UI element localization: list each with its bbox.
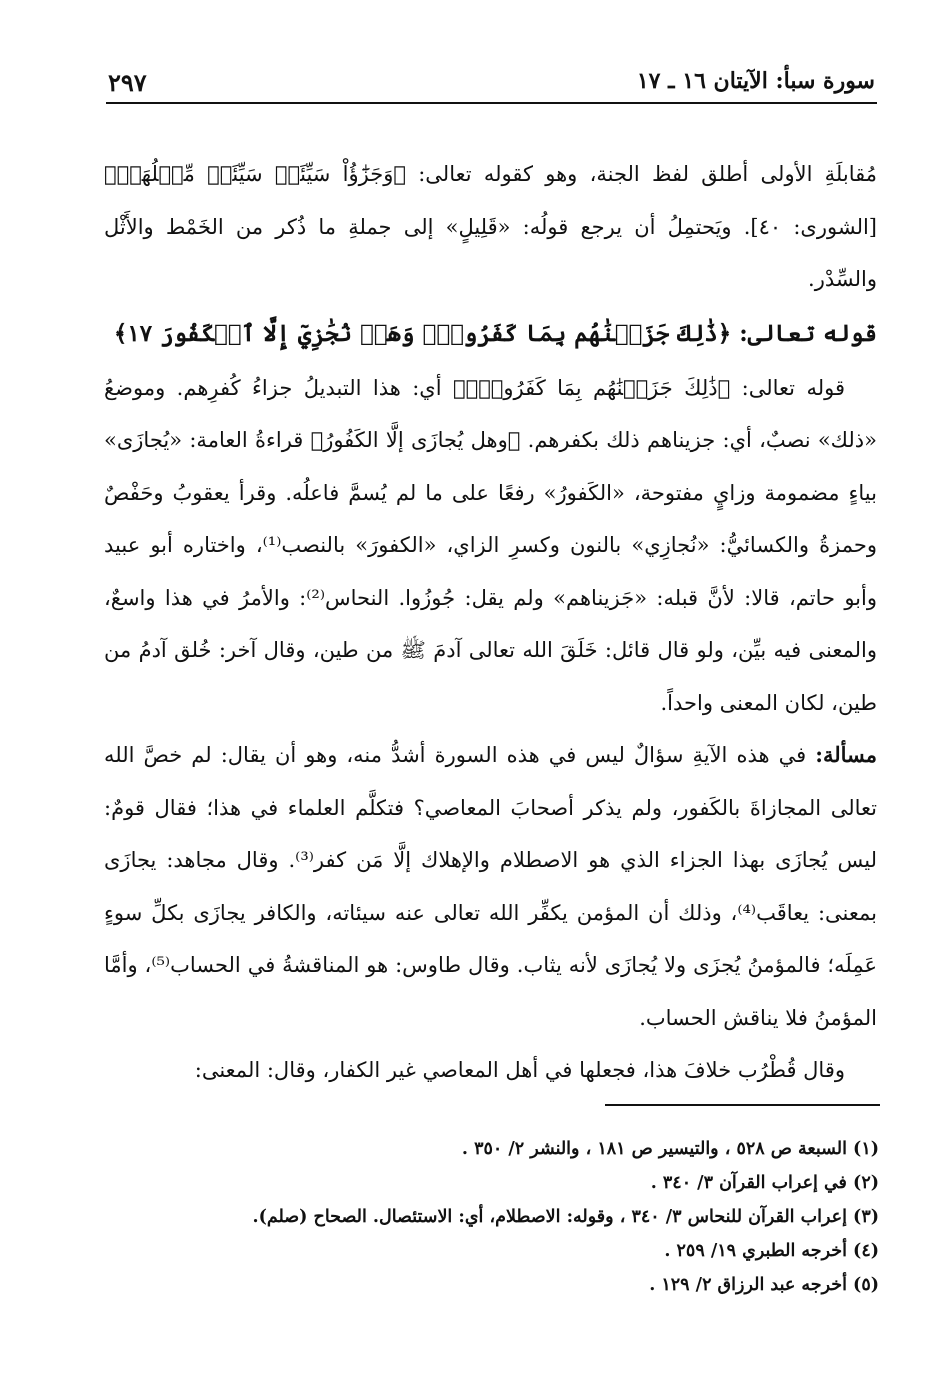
issue-label: مسألة: <box>815 742 878 767</box>
text-line: يعقوبُ وحَفْصٌ وحمزةُ والكسائيُّ: «نُجازِي» بالنون وكسرِ الزاي، «الكفورَ» <box>104 480 877 557</box>
text-line: [الشورى: ٤٠]. ويَحتمِلُ أن يرجع قولُه: «قَلِيلٍ» إلى جملةِ ما ذُكر من الخَمْط والأَثْل <box>104 214 877 239</box>
text-line: عنه سيئاته، والكافر يجازَى بكلِّ سوءٍ عَمِلَه؛ فالمؤمنُ يُجزَى ولا يُجازَى لأنه يثاب. <box>104 900 877 977</box>
text-line: «ذلك» نصبٌ، أي: جزيناهم ذلك بكفرهم. ﴿وهل يُجازَى إلَّا الكَفُورُ﴾ قراءةُ العامة: <box>189 428 877 452</box>
text-line: وقال طاوس: هو المناقشةُ في الحساب⁽⁵⁾، وأمَّا المؤمنُ فلا يناقش الحساب. <box>104 953 877 1030</box>
main-text <box>104 148 877 1097</box>
text-line: هذا؛ فقال قومٌ: ليس يُجازَى بهذا الجزاء الذي هو الاصطلام والإهلاك إلَّا مَن <box>104 795 877 872</box>
text-line: بالنصب⁽¹⁾، واختاره أبو عبيد وأبو حاتم، قالا: لأنَّ قبله: «جَزيناهم» ولم يقل: <box>104 533 877 610</box>
verse-heading-label: قوله تعالى: <box>739 319 877 347</box>
paragraph-4 <box>104 1044 877 1097</box>
text-line: وقال قُطْرُب خلافَ هذا، فجعلها في أهل المعاصي غير الكفار، وقال: المعنى: <box>194 1058 845 1082</box>
footnote-item: (٥) أخرجه عبد الرزاق ٢/ ١٢٩ . <box>649 1275 879 1295</box>
text-line: الله تعالى آدمَ ﷺ من طين، وقال آخر: خُلق آدمُ من طين، لكان المعنى واحداً. <box>104 638 877 715</box>
page-number: ٢٩٧ <box>108 68 147 97</box>
text-line: «يُجازَى» بياءٍ مضمومة وزايٍ مفتوحة، «الكَفورُ» رفعًا على ما لم يُسمَّ فاعلُه. وقرأ <box>104 428 877 505</box>
text-line: مُقابلَةِ الأولى أطلق لفظ الجنة، وهو كقوله تعالى: ﴿وَجَزَٰٓؤُاْ سَيِّئَةٖ سَيِّئَةٞ مِّثۡلُهَاۖ﴾ <box>104 162 877 186</box>
footnote-separator <box>605 1104 880 1106</box>
header-rule <box>106 102 877 104</box>
verse-heading-text: ﴿ذَٰلِكَ جَزَيۡنَٰهُم بِمَا كَفَرُواْۖ وَهَلۡ نُجَٰزِيٓ إِلَّا ٱلۡكَفُورَ ١٧﴾ <box>113 319 732 347</box>
text-line: خصَّ الله تعالى المجازاةَ بالكَفور، ولم يذكر أصحابَ المعاصي؟ فتكلَّم العلماء في <box>104 743 878 820</box>
page-header <box>108 68 875 98</box>
text-line: في هذه الآيةِ سؤالٌ ليس في هذه السورة أشدُّ منه، وهو أن يقال: لم <box>191 743 807 767</box>
footnote-item: (٣) إعراب القرآن للنحاس ٣/ ٣٤٠ ، وقوله: الاصطلام، أي: الاستئصال. الصحاح (صلم). <box>252 1207 879 1227</box>
footnotes <box>104 1132 879 1302</box>
footnote-item: (٢) في إعراب القرآن ٣/ ٣٤٠ . <box>650 1173 879 1193</box>
verse-heading <box>104 306 877 362</box>
text-line: كفر⁽³⁾. وقال مجاهد: يجازَى بمعنى: يعاقَب⁽⁴⁾، وذلك أن المؤمن يكفِّر الله تعالى <box>104 848 877 925</box>
text-line: جُوزُوا. النحاس⁽²⁾: والأمرُ في هذا واسعٌ، والمعنى فيه بيِّن، ولو قال قائل: خَلَقَ <box>104 585 877 662</box>
paragraph-3 <box>104 729 877 1044</box>
footnote-item: (٤) أخرجه الطبري ١٩/ ٢٥٩ . <box>664 1241 879 1261</box>
footnote-item: (١) السبعة ص ٥٢٨ ، والتيسير ص ١٨١ ، والنشر ٢/ ٣٥٠ . <box>461 1139 879 1159</box>
paragraph-2 <box>104 362 877 730</box>
running-title: سورة سبأ: الآيتان ١٦ ـ ١٧ <box>636 68 875 94</box>
paragraph-1 <box>104 148 877 306</box>
text-line: قوله تعالى: ﴿ذَٰلِكَ جَزَيۡنَٰهُم بِمَا كَفَرُواْۖ﴾ أي: هذا التبديلُ جزاءُ كُفرِهم. وموضعُ <box>104 375 845 400</box>
text-line: والسِّدْر. <box>808 267 877 291</box>
